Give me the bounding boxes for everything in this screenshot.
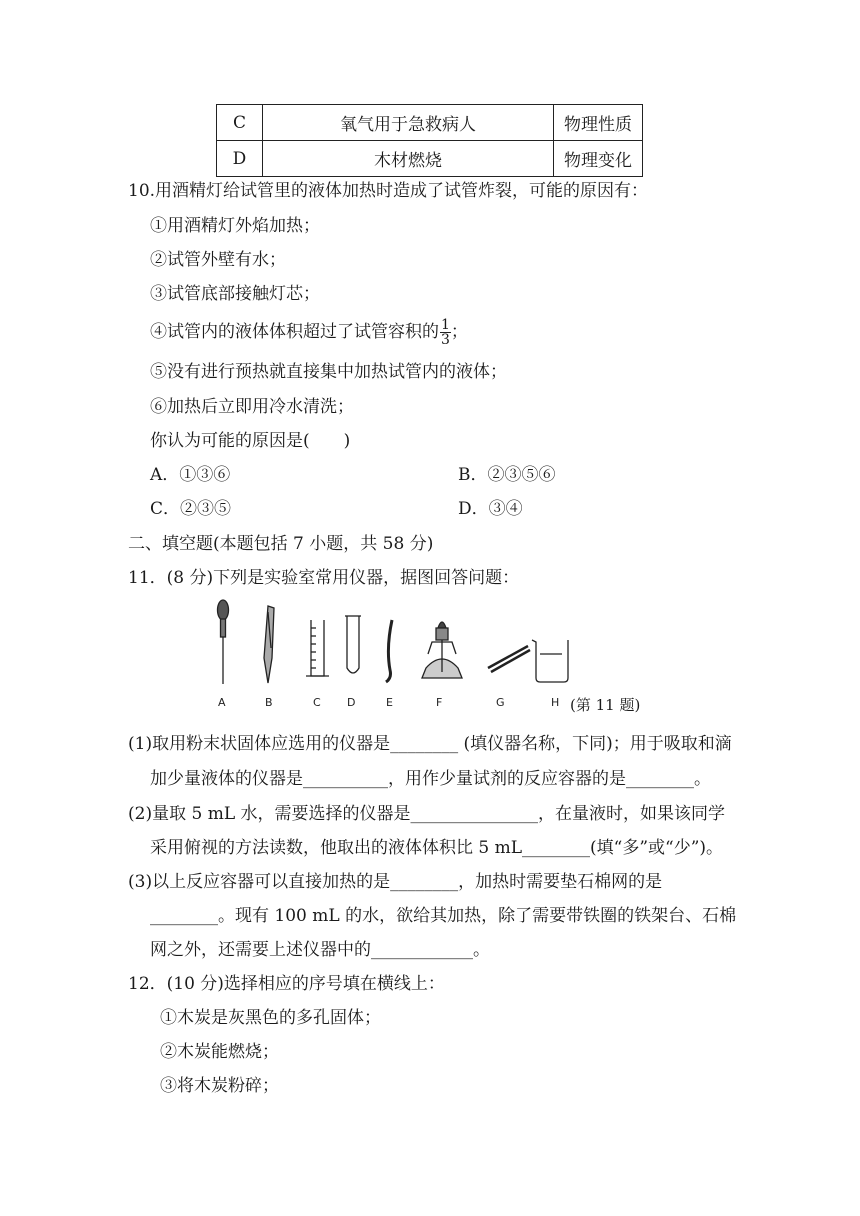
q12-item-2: ②木炭能燃烧； — [160, 1042, 279, 1062]
reason-2: ②试管外壁有水； — [150, 250, 286, 270]
dropper-icon — [218, 600, 229, 684]
reason-4-text: ④试管内的液体体积超过了试管容积的 — [150, 322, 439, 342]
option-d: D．③④ — [458, 499, 523, 519]
figure-label: F — [436, 696, 443, 709]
reason-4 — [150, 318, 468, 347]
alcohol-lamp-icon — [422, 622, 462, 678]
q11-part3-line1: (3)以上反应容器可以直接加热的是________，加热时需要垫石棉网的是 — [128, 872, 663, 892]
figure-label: G — [496, 696, 505, 709]
glass-rod-icon — [386, 620, 392, 682]
figure-label: E — [386, 696, 393, 709]
option-b: B．②③⑤⑥ — [458, 465, 556, 485]
reason-4-tail: ； — [450, 322, 468, 342]
figure-label: D — [347, 696, 356, 709]
q11-part1-line2: 加少量液体的仪器是__________，用作少量试剂的反应容器的是________。 — [150, 769, 711, 789]
table-cell-type: 物理性质 — [554, 105, 643, 141]
spatula-icon — [264, 606, 274, 683]
option-a: A．①③⑥ — [150, 465, 231, 485]
option-c: C．②③⑤ — [150, 499, 232, 519]
figure-label: B — [265, 696, 273, 709]
question-11-stem: 11．(8 分)下列是实验室常用仪器，据图回答问题： — [128, 568, 520, 588]
reason-3: ③试管底部接触灯芯； — [150, 284, 320, 304]
fraction-denominator: 3 — [441, 332, 450, 348]
reason-5: ⑤没有进行预热就直接集中加热试管内的液体； — [150, 362, 507, 382]
fraction-one-third — [440, 318, 451, 347]
graduated-cylinder-icon — [306, 620, 329, 676]
q11-part3-line3: 网之外，还需要上述仪器中的____________。 — [150, 940, 490, 960]
q12-item-1: ①木炭是灰黑色的多孔固体； — [160, 1008, 381, 1028]
table-row — [217, 105, 643, 141]
q11-part2-line2: 采用俯视的方法读数，他取出的液体体积比 5 mL________(填“多”或“少”)。 — [150, 838, 724, 858]
fraction-numerator: 1 — [441, 317, 450, 333]
beaker-icon — [532, 640, 568, 682]
q11-part2-line1: (2)量取 5 mL 水，需要选择的仪器是_______________，在量液时，如果该同学 — [128, 804, 726, 824]
figure-label: A — [218, 696, 226, 709]
lab-instruments-figure — [206, 598, 586, 713]
q11-part3-line2: ________。现有 100 mL 的水，欲给其加热，除了需要带铁圈的铁架台、石棉 — [150, 906, 737, 926]
tongs-icon — [488, 646, 530, 672]
table-row — [217, 141, 643, 177]
test-tube-icon — [345, 616, 361, 673]
figure-caption: (第 11 题) — [570, 696, 641, 714]
question-12-stem: 12．(10 分)选择相应的序号填在横线上： — [128, 974, 445, 994]
table-cell-item: 木材燃烧 — [263, 141, 554, 177]
figure-label: H — [551, 696, 560, 709]
question-10-stem: 10.用酒精灯给试管里的液体加热时造成了试管炸裂，可能的原因有： — [128, 181, 649, 201]
table-cell-item: 氧气用于急救病人 — [263, 105, 554, 141]
q12-item-3: ③将木炭粉碎； — [160, 1076, 279, 1096]
q11-part1-line1: (1)取用粉末状固体应选用的仪器是________ (填仪器名称，下同)；用于吸取和滴 — [128, 734, 732, 754]
question-10-ask: 你认为可能的原因是( ) — [150, 431, 351, 451]
table-cell-type: 物理变化 — [554, 141, 643, 177]
table-cell-letter: C — [217, 105, 263, 141]
table-cell-letter: D — [217, 141, 263, 177]
section-heading: 二、填空题(本题包括 7 小题，共 58 分) — [128, 534, 434, 554]
answer-table — [216, 104, 643, 177]
reason-1: ①用酒精灯外焰加热； — [150, 216, 320, 236]
reason-6: ⑥加热后立即用冷水清洗； — [150, 397, 354, 417]
figure-label: C — [313, 696, 321, 709]
